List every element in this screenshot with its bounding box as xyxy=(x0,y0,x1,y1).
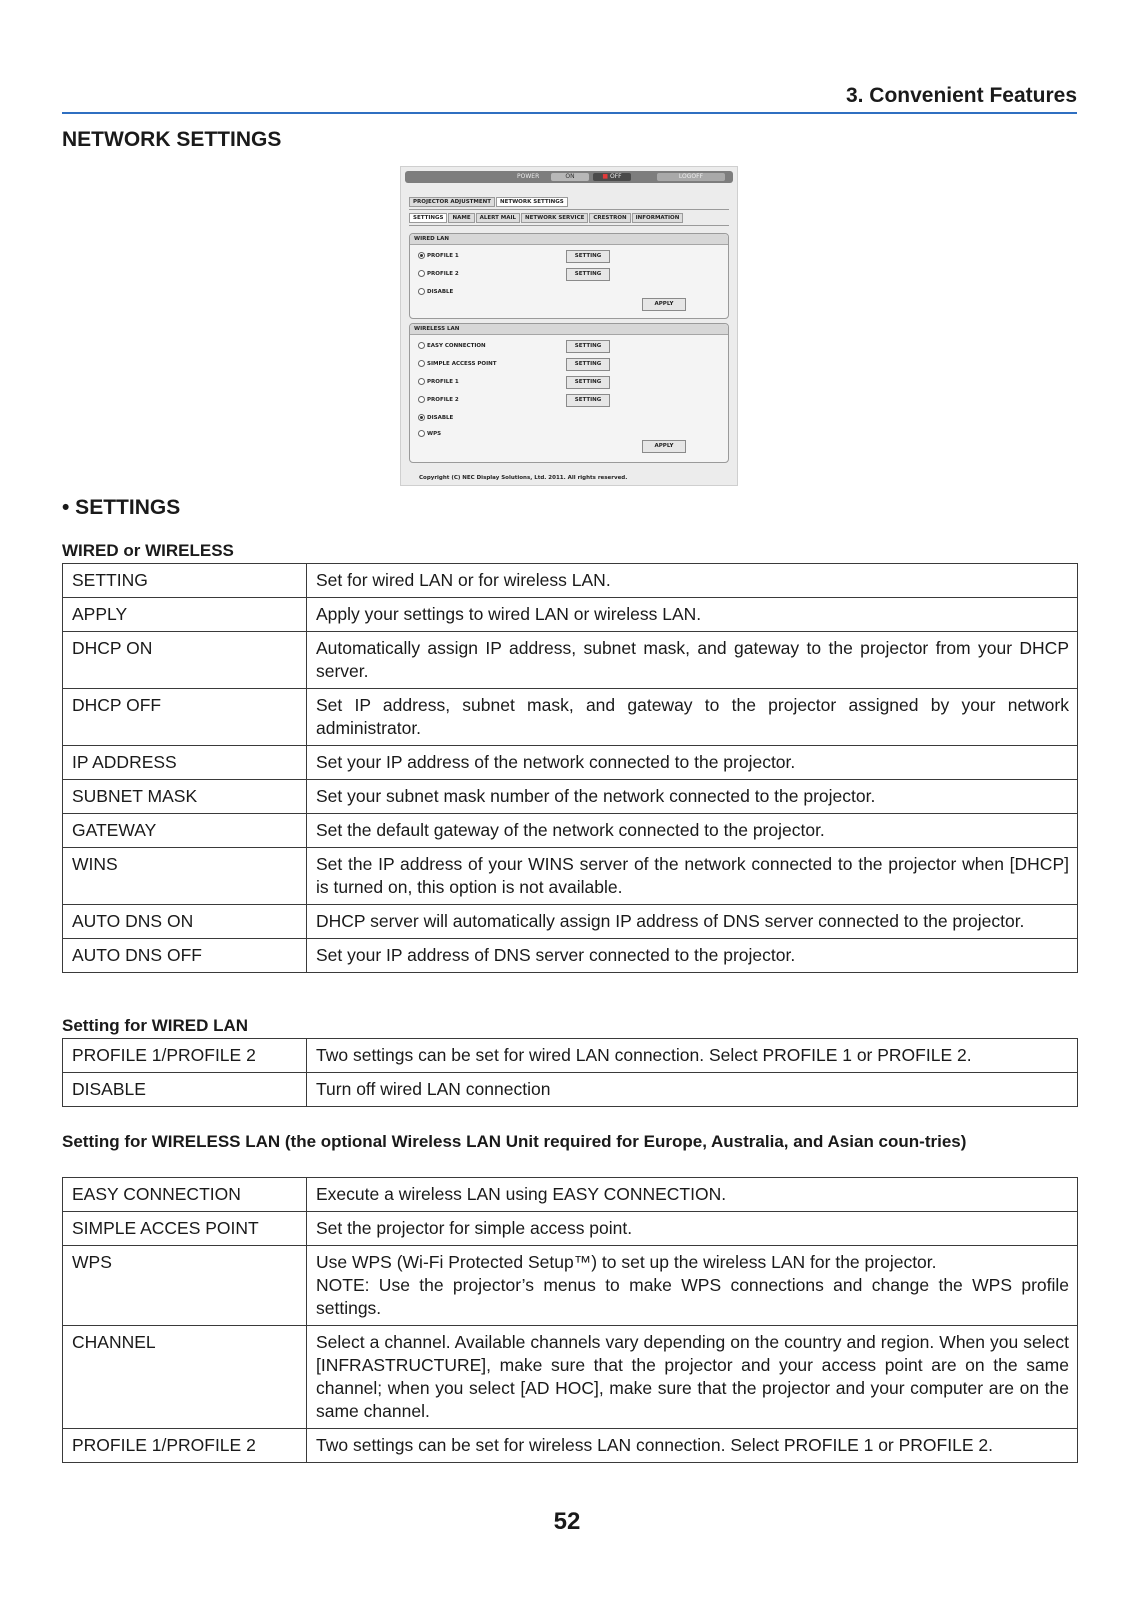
wired-lan-heading: Setting for WIRED LAN xyxy=(62,1016,249,1035)
setting-description: Set the IP address of your WINS server of the network connected to the projector when [DHCP] is turned on, this option is not available. xyxy=(307,848,1078,905)
setting-name: PROFILE 1/PROFILE 2 xyxy=(63,1429,307,1463)
wired-profile2-setting-button[interactable]: SETTING xyxy=(566,268,610,281)
setting-description: Two settings can be set for wired LAN connection. Select PROFILE 1 or PROFILE 2. xyxy=(307,1039,1078,1073)
setting-description: Two settings can be set for wireless LAN connection. Select PROFILE 1 or PROFILE 2. xyxy=(307,1429,1078,1463)
page-number: 52 xyxy=(553,1508,581,1535)
subtab-crestron[interactable]: CRESTRON xyxy=(589,213,630,223)
wired-option-label: PROFILE 1 xyxy=(427,253,459,259)
setting-description: Set for wired LAN or for wireless LAN. xyxy=(307,564,1078,598)
power-off-label: OFF xyxy=(609,173,622,180)
table-row xyxy=(63,1326,1078,1429)
wireless-option-wps[interactable] xyxy=(418,430,441,437)
radio-icon xyxy=(418,270,425,277)
table-row xyxy=(63,1178,1078,1212)
wireless-lan-heading: Setting for WIRELESS LAN (the optional Wireless LAN Unit required for Europe, Australia, and Asian coun-tries) xyxy=(62,1132,967,1151)
radio-icon xyxy=(418,288,425,295)
wireless-sap-setting-button[interactable]: SETTING xyxy=(566,358,610,371)
tab-divider xyxy=(409,209,729,210)
power-bar xyxy=(405,171,733,183)
wired-apply-button[interactable]: APPLY xyxy=(642,298,686,311)
table-row xyxy=(63,689,1078,746)
table-row xyxy=(63,939,1078,973)
setting-description: Use WPS (Wi-Fi Protected Setup™) to set up the wireless LAN for the projector. xyxy=(316,1252,937,1272)
wireless-lan-table xyxy=(62,1177,1078,1463)
wireless-apply-button[interactable]: APPLY xyxy=(642,440,686,453)
wireless-option-label: PROFILE 1 xyxy=(427,379,459,385)
table-row xyxy=(63,848,1078,905)
settings-heading: • SETTINGS xyxy=(62,496,181,519)
chapter-header: 3. Convenient Features xyxy=(62,84,1077,114)
subtab-network-service[interactable]: NETWORK SERVICE xyxy=(521,213,588,223)
setting-name: AUTO DNS OFF xyxy=(63,939,307,973)
wired-or-wireless-table xyxy=(62,563,1078,973)
wired-option-profile1[interactable] xyxy=(418,252,459,259)
table-row xyxy=(63,746,1078,780)
setting-name: DHCP OFF xyxy=(63,689,307,746)
table-row xyxy=(63,1246,1078,1326)
table-row xyxy=(63,564,1078,598)
wireless-easy-setting-button[interactable]: SETTING xyxy=(566,340,610,353)
setting-description-cell xyxy=(307,1246,1078,1326)
wireless-lan-panel xyxy=(409,323,729,463)
tab-network-settings[interactable]: NETWORK SETTINGS xyxy=(496,197,568,207)
setting-name: EASY CONNECTION xyxy=(63,1178,307,1212)
power-label: POWER xyxy=(517,173,540,180)
table-row xyxy=(63,1039,1078,1073)
power-off-button[interactable] xyxy=(593,173,631,181)
setting-name: IP ADDRESS xyxy=(63,746,307,780)
setting-name: GATEWAY xyxy=(63,814,307,848)
setting-description: Set the projector for simple access point. xyxy=(307,1212,1078,1246)
table-row xyxy=(63,598,1078,632)
table-row xyxy=(63,1429,1078,1463)
section-title: NETWORK SETTINGS xyxy=(62,128,282,151)
setting-name: APPLY xyxy=(63,598,307,632)
radio-icon xyxy=(418,378,425,385)
tab-projector-adjustment[interactable]: PROJECTOR ADJUSTMENT xyxy=(409,197,495,207)
setting-name: WINS xyxy=(63,848,307,905)
power-indicator-icon: ■ xyxy=(602,173,609,180)
radio-icon xyxy=(418,396,425,403)
setting-description: Set IP address, subnet mask, and gateway to the projector assigned by your network administrator. xyxy=(307,689,1078,746)
subtab-name[interactable]: NAME xyxy=(448,213,474,223)
setting-name: SETTING xyxy=(63,564,307,598)
main-tabs xyxy=(409,197,568,207)
wireless-option-label: EASY CONNECTION xyxy=(427,343,486,349)
wireless-option-simple-access-point[interactable] xyxy=(418,360,496,367)
sub-tabs xyxy=(409,213,683,223)
setting-name: DHCP ON xyxy=(63,632,307,689)
wireless-option-label: SIMPLE ACCESS POINT xyxy=(427,361,497,367)
wired-or-wireless-heading: WIRED or WIRELESS xyxy=(62,541,234,560)
setting-description: Execute a wireless LAN using EASY CONNECTION. xyxy=(307,1178,1078,1212)
setting-name: SUBNET MASK xyxy=(63,780,307,814)
setting-note: NOTE: Use the projector’s menus to make WPS connections and change the WPS profile settings. xyxy=(316,1275,1069,1318)
wired-lan-panel xyxy=(409,233,729,319)
wired-lan-table xyxy=(62,1038,1078,1107)
table-row xyxy=(63,632,1078,689)
table-row xyxy=(63,780,1078,814)
wireless-option-profile1[interactable] xyxy=(418,378,459,385)
network-settings-screenshot xyxy=(400,166,738,486)
setting-description: Automatically assign IP address, subnet mask, and gateway to the projector from your DHCP server. xyxy=(307,632,1078,689)
setting-name: PROFILE 1/PROFILE 2 xyxy=(63,1039,307,1073)
radio-icon xyxy=(418,342,425,349)
wireless-profile1-setting-button[interactable]: SETTING xyxy=(566,376,610,389)
setting-description: Select a channel. Available channels vary depending on the country and region. When you select [INFRASTRUCTURE], make sure that the projector and your access point are on the same channel; when you select [AD HOC], make sure that the projector and your computer are on the same channel. xyxy=(307,1326,1078,1429)
wired-option-label: PROFILE 2 xyxy=(427,271,459,277)
wireless-lan-title: WIRELESS LAN xyxy=(410,324,728,335)
subtab-alert-mail[interactable]: ALERT MAIL xyxy=(476,213,520,223)
setting-description: Set your subnet mask number of the network connected to the projector. xyxy=(307,780,1078,814)
wired-lan-title: WIRED LAN xyxy=(410,234,728,245)
setting-description: Set your IP address of the network connected to the projector. xyxy=(307,746,1078,780)
radio-selected-icon xyxy=(418,252,425,259)
wired-profile1-setting-button[interactable]: SETTING xyxy=(566,250,610,263)
subtab-information[interactable]: INFORMATION xyxy=(632,213,684,223)
copyright-text: Copyright (C) NEC Display Solutions, Ltd. 2011. All rights reserved. xyxy=(419,475,628,481)
setting-description: Set the default gateway of the network connected to the projector. xyxy=(307,814,1078,848)
setting-description: DHCP server will automatically assign IP address of DNS server connected to the projector. xyxy=(307,905,1078,939)
radio-icon xyxy=(418,430,425,437)
setting-name: WPS xyxy=(63,1246,307,1326)
wireless-option-label: DISABLE xyxy=(427,415,454,421)
setting-name: SIMPLE ACCES POINT xyxy=(63,1212,307,1246)
wired-option-profile2[interactable] xyxy=(418,270,459,277)
table-row xyxy=(63,905,1078,939)
radio-selected-icon xyxy=(418,414,425,421)
wireless-option-label: PROFILE 2 xyxy=(427,397,459,403)
setting-description: Apply your settings to wired LAN or wireless LAN. xyxy=(307,598,1078,632)
table-row xyxy=(63,1073,1078,1107)
wireless-option-profile2[interactable] xyxy=(418,396,459,403)
radio-icon xyxy=(418,360,425,367)
wireless-option-easy-connection[interactable] xyxy=(418,342,486,349)
wireless-profile2-setting-button[interactable]: SETTING xyxy=(566,394,610,407)
setting-name: AUTO DNS ON xyxy=(63,905,307,939)
setting-description: Turn off wired LAN connection xyxy=(307,1073,1078,1107)
power-on-button[interactable]: ON xyxy=(551,173,589,181)
subtab-divider xyxy=(409,225,729,226)
wired-option-disable[interactable] xyxy=(418,288,453,295)
table-row xyxy=(63,814,1078,848)
subtab-settings[interactable]: SETTINGS xyxy=(409,213,447,223)
table-row xyxy=(63,1212,1078,1246)
wireless-option-label: WPS xyxy=(427,431,442,437)
wired-option-label: DISABLE xyxy=(427,289,454,295)
setting-description: Set your IP address of DNS server connected to the projector. xyxy=(307,939,1078,973)
setting-name: DISABLE xyxy=(63,1073,307,1107)
wireless-option-disable[interactable] xyxy=(418,414,453,421)
logoff-button[interactable]: LOGOFF xyxy=(657,173,725,181)
setting-name: CHANNEL xyxy=(63,1326,307,1429)
